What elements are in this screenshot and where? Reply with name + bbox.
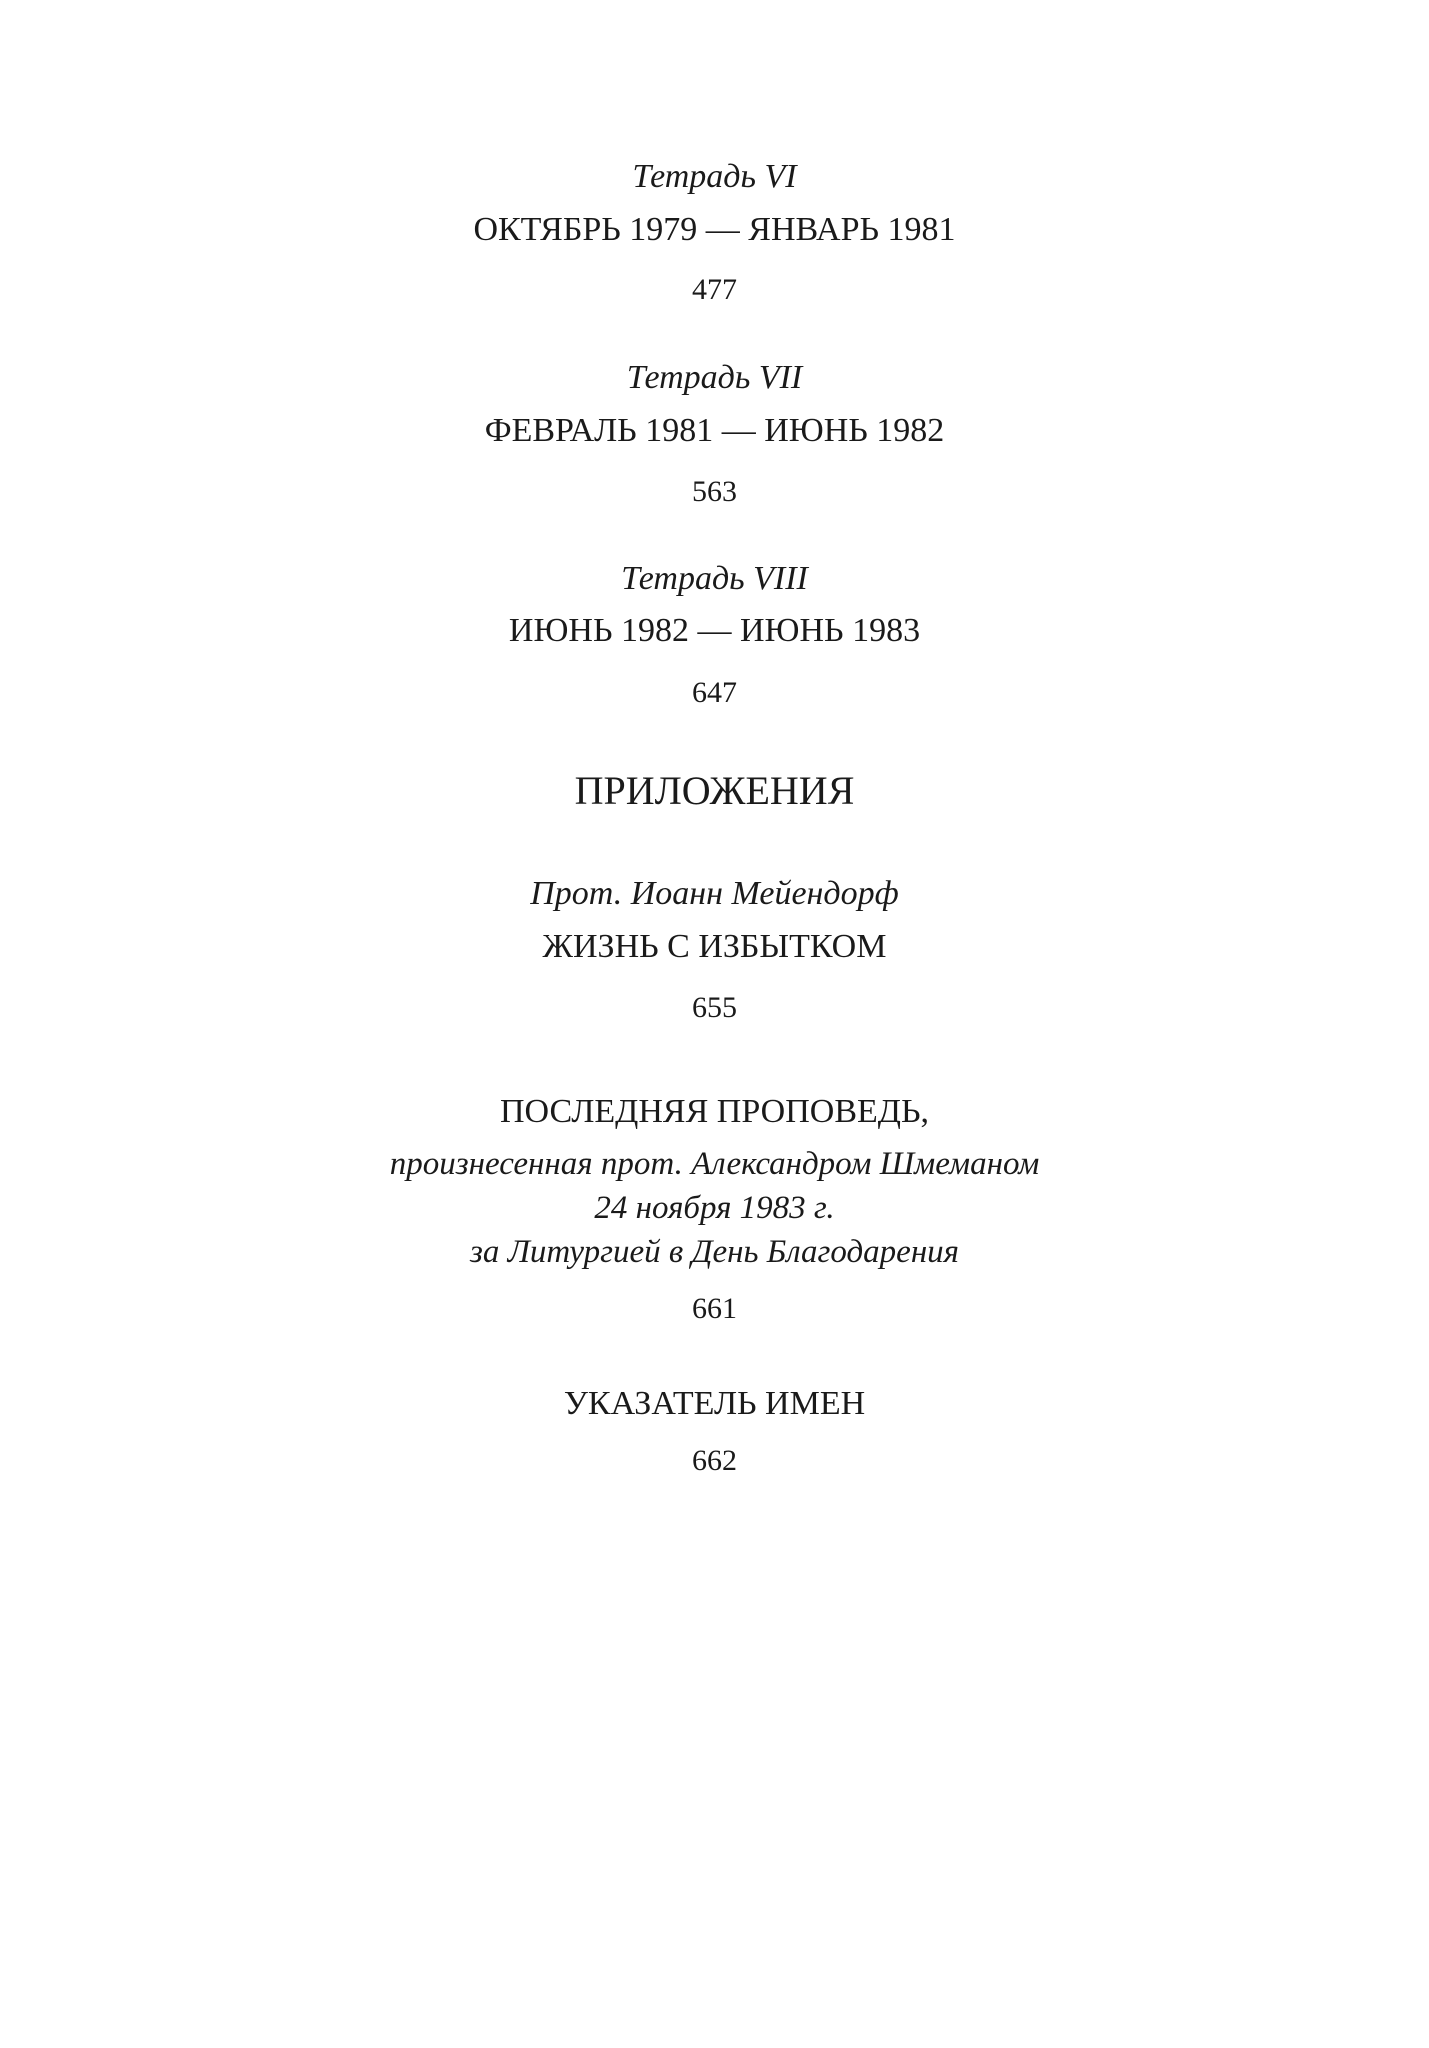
notebook-7-page: 563 bbox=[692, 475, 737, 508]
notebook-8-period: ИЮНЬ 1982 — ИЮНЬ 1983 bbox=[508, 612, 921, 649]
appendix-2-note-line-1: произнесенная прот. Александром Шмеманом bbox=[389, 1146, 1040, 1182]
notebook-7-period: ФЕВРАЛЬ 1981 — ИЮНЬ 1982 bbox=[484, 412, 945, 449]
appendix-2-title: ПОСЛЕДНЯЯ ПРОПОВЕДЬ, bbox=[500, 1093, 929, 1130]
notebook-6-page: 477 bbox=[692, 273, 737, 306]
appendix-2-note-line-2: 24 ноября 1983 г. bbox=[594, 1190, 835, 1226]
notebook-6-period: ОКТЯБРЬ 1979 — ЯНВАРЬ 1981 bbox=[473, 211, 956, 248]
notebook-7-title: Тетрадь VII bbox=[626, 359, 803, 396]
notebook-6-title: Тетрадь VI bbox=[632, 158, 797, 195]
appendix-2-page: 661 bbox=[692, 1292, 737, 1325]
appendix-3-title: УКАЗАТЕЛЬ ИМЕН bbox=[563, 1385, 866, 1422]
appendix-3-page: 662 bbox=[692, 1444, 737, 1477]
appendix-heading: ПРИЛОЖЕНИЯ bbox=[574, 768, 855, 813]
appendix-1-page: 655 bbox=[692, 991, 737, 1024]
appendix-1-author: Прот. Иоанн Мейендорф bbox=[530, 875, 899, 912]
notebook-8-page: 647 bbox=[692, 676, 737, 709]
appendix-2-note-line-3: за Литургией в День Благодарения bbox=[469, 1234, 960, 1270]
notebook-8-title: Тетрадь VIII bbox=[621, 560, 808, 597]
appendix-1-title: ЖИЗНЬ С ИЗБЫТКОМ bbox=[542, 928, 887, 965]
